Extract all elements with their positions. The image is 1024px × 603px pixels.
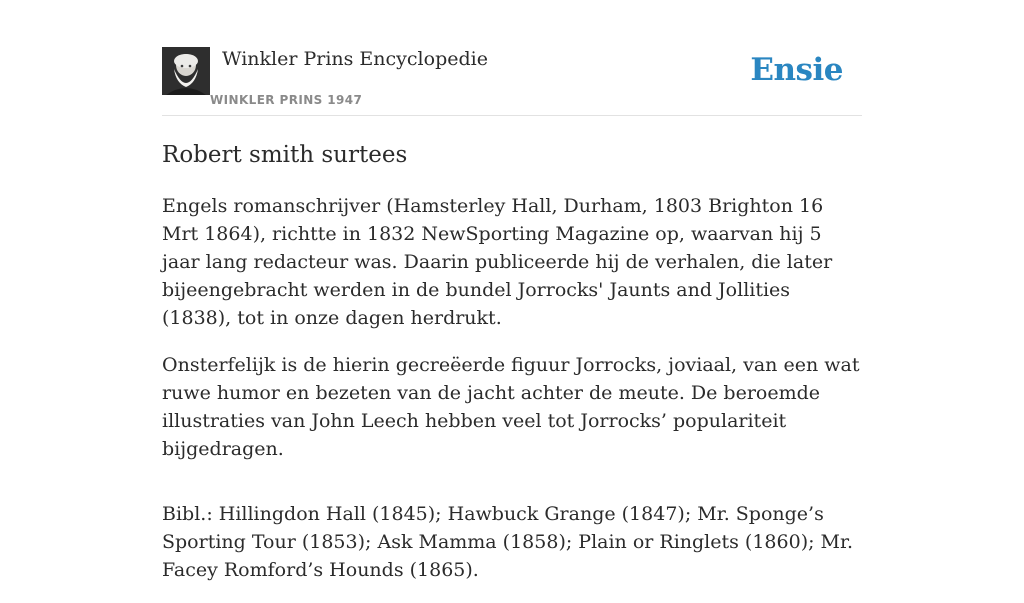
source-label[interactable]: WINKLER PRINS 1947 — [210, 93, 363, 107]
article-paragraph: Engels romanschrijver (Hamsterley Hall, Durham, 1803 Brighton 16 Mrt 1864), richtte in 1832 NewSporting Magazine op, waarvan hij 5 jaar lang redacteur was. Daarin publiceerde hij de verhalen, die later bijeengebracht werden in de bundel Jorrocks' Jaunts and Jollities (1838), tot in onze dagen herdrukt. — [162, 195, 833, 329]
article-body — [162, 192, 862, 603]
ensie-logo[interactable]: Ensie — [750, 52, 843, 88]
site-header — [162, 44, 862, 116]
site-title[interactable]: Winkler Prins Encyclopedie — [222, 48, 488, 70]
article-title: Robert smith surtees — [162, 142, 408, 168]
article-paragraph: Onsterfelijk is de hierin gecreëerde figuur Jorrocks, joviaal, van een wat ruwe humor en bezeten van de jacht achter de meute. De beroemde illustraties van John Leech hebben veel tot Jorrocks’ populariteit bijgedragen. — [162, 354, 860, 460]
portrait-image — [162, 47, 210, 95]
author-avatar[interactable] — [162, 47, 210, 95]
bibliography-paragraph: Bibl.: Hillingdon Hall (1845); Hawbuck Grange (1847); Mr. Sponge’s Sporting Tour (1853); Ask Mamma (1858); Plain or Ringlets (1860); Mr. Facey Romford’s Hounds (1865). — [162, 503, 854, 581]
